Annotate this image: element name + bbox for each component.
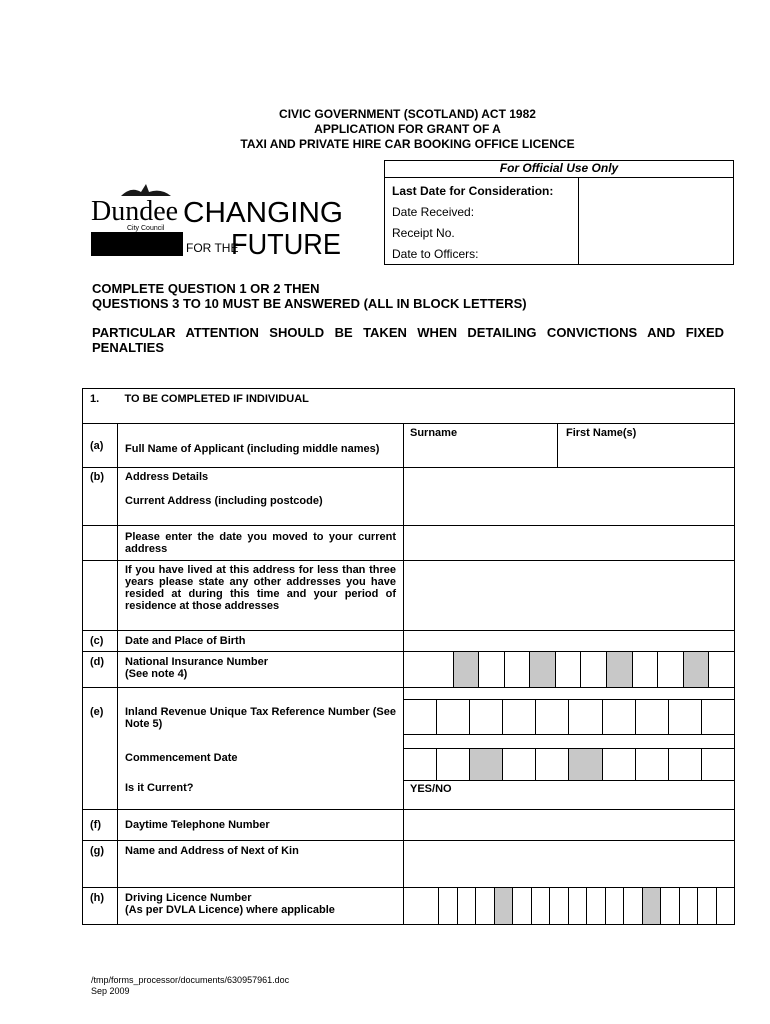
f-number: (f) — [83, 810, 118, 841]
logo-future: FUTURE — [231, 229, 341, 260]
ni-number-field[interactable] — [404, 652, 735, 688]
date-moved-label: Please enter the date you moved to your current address — [118, 526, 404, 561]
f-label: Daytime Telephone Number — [118, 810, 404, 841]
commencement-date-boxes[interactable] — [404, 749, 734, 781]
individual-form — [82, 388, 734, 925]
a-number: (a) — [83, 424, 118, 468]
section-number: 1. — [83, 389, 118, 424]
birth-field[interactable] — [404, 631, 735, 652]
instruction-line-2: QUESTIONS 3 TO 10 MUST BE ANSWERED (ALL IN BLOCK LETTERS) — [92, 296, 527, 311]
tax-reference-field[interactable] — [404, 688, 735, 810]
g-label: Name and Address of Next of Kin — [118, 841, 404, 888]
footer-date: Sep 2009 — [91, 986, 130, 996]
section-title: TO BE COMPLETED IF INDIVIDUAL — [118, 389, 735, 424]
next-of-kin-field[interactable] — [404, 841, 735, 888]
receipt-no-label: Receipt No. — [392, 226, 455, 240]
date-to-officers-label: Date to Officers: — [392, 247, 479, 261]
b-label-2: Current Address (including postcode) — [125, 495, 323, 507]
title-line-3: TAXI AND PRIVATE HIRE CAR BOOKING OFFICE LICENCE — [240, 137, 575, 151]
title-line-1: CIVIC GOVERNMENT (SCOTLAND) ACT 1982 — [279, 107, 536, 121]
surname-label: Surname — [410, 427, 458, 439]
b-number: (b) — [83, 468, 118, 526]
g-number: (g) — [83, 841, 118, 888]
first-names-field[interactable] — [558, 424, 735, 468]
b-label-1: Address Details — [125, 471, 209, 483]
previous-addresses-field[interactable] — [404, 561, 735, 631]
surname-field[interactable] — [404, 424, 558, 468]
e-current-label: Is it Current? — [125, 782, 194, 794]
instructions-1 — [92, 281, 527, 311]
official-use-title: For Official Use Only — [385, 161, 733, 178]
current-address-field[interactable] — [404, 468, 735, 526]
footer-path: /tmp/forms_processor/documents/630957961.doc — [91, 975, 290, 985]
logo-dundee: Dundee — [91, 196, 179, 227]
previous-addresses-label: If you have lived at this address for less than three years please state any other addresses you have resided at during this time and your period of residence at those addresses — [118, 561, 404, 631]
d-label-2: (See note 4) — [125, 668, 188, 680]
c-label: Date and Place of Birth — [118, 631, 404, 652]
logo-city-council: City Council — [127, 225, 165, 232]
h-label-2: (As per DVLA Licence) where applicable — [125, 904, 335, 916]
h-label-1: Driving Licence Number — [125, 892, 252, 904]
form-title — [0, 107, 770, 152]
telephone-field[interactable] — [404, 810, 735, 841]
logo-for-the: FOR THE — [186, 241, 239, 255]
e-commencement-label: Commencement Date — [125, 752, 238, 764]
date-received-label: Date Received: — [392, 205, 475, 219]
footer — [91, 975, 289, 997]
first-names-label: First Name(s) — [566, 427, 637, 439]
h-label — [118, 888, 404, 925]
instruction-line-3: PARTICULAR ATTENTION SHOULD BE TAKEN WHEN DETAILING CONVICTIONS AND FIXED PENALTIES — [92, 325, 724, 355]
council-logo — [91, 178, 343, 260]
d-label — [118, 652, 404, 688]
e-number: (e) — [83, 688, 118, 810]
e-label — [118, 688, 404, 810]
b-label — [118, 468, 404, 526]
logo-changing: CHANGING — [183, 197, 343, 229]
h-number: (h) — [83, 888, 118, 925]
e-label-1: Inland Revenue Unique Tax Reference Number (See Note 5) — [125, 706, 396, 730]
yes-no-label: YES/NO — [410, 783, 452, 795]
last-date-label: Last Date for Consideration: — [392, 184, 554, 198]
c-number: (c) — [83, 631, 118, 652]
instruction-line-1: COMPLETE QUESTION 1 OR 2 THEN — [92, 281, 320, 296]
official-use-labels — [385, 177, 579, 264]
official-use-box — [384, 160, 734, 265]
d-label-1: National Insurance Number — [125, 656, 269, 668]
date-moved-field[interactable] — [404, 526, 735, 561]
title-line-2: APPLICATION FOR GRANT OF A — [314, 122, 501, 136]
d-number: (d) — [83, 652, 118, 688]
driving-licence-field[interactable] — [404, 888, 735, 925]
dundee-logo-icon — [91, 178, 343, 260]
a-label: Full Name of Applicant (including middle names) — [118, 424, 404, 468]
